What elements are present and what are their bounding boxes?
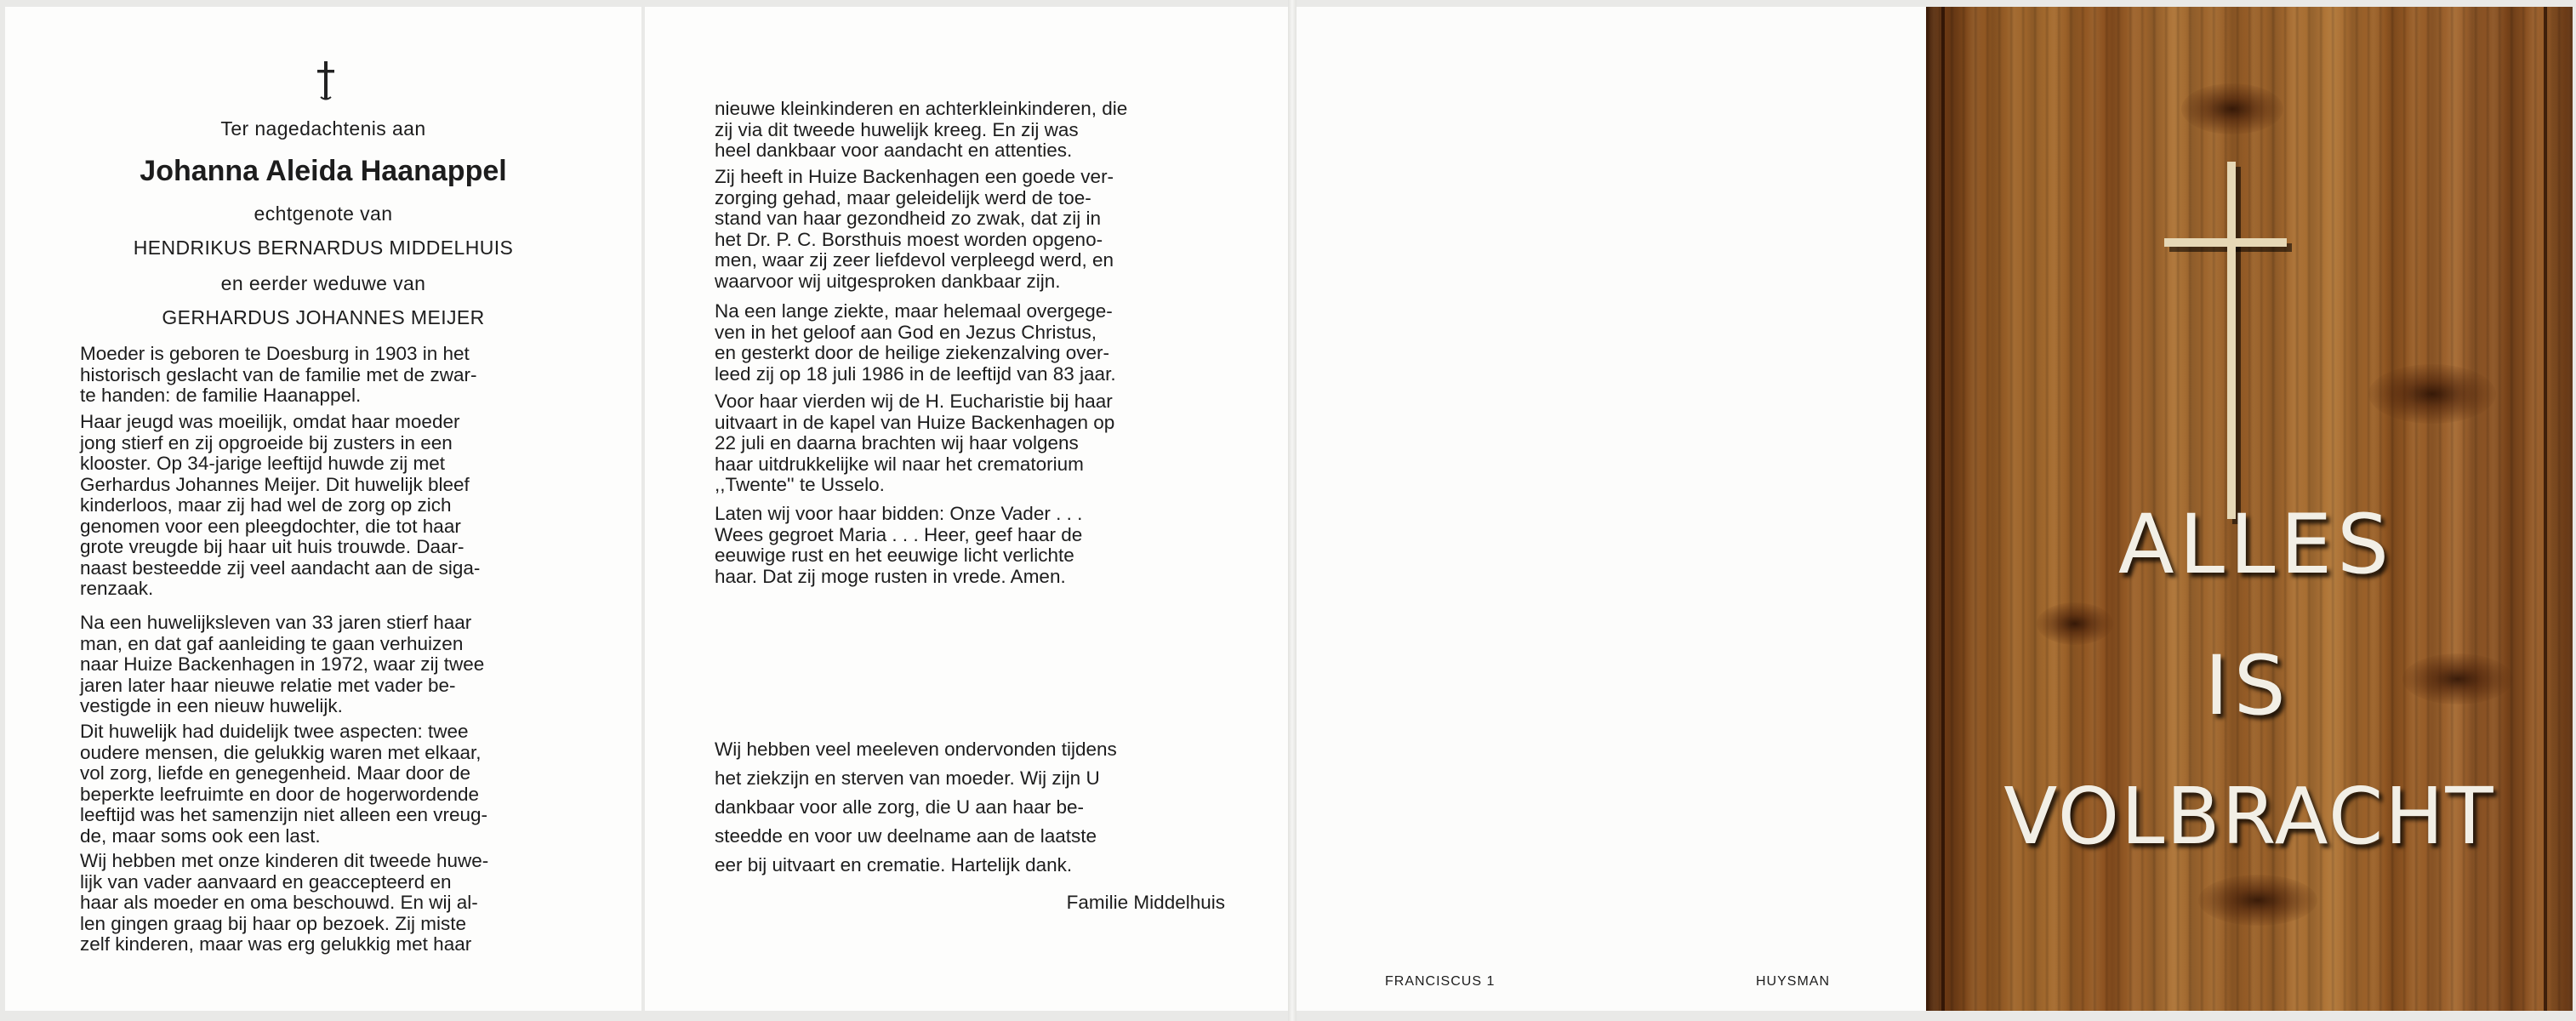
text-line: steedde en voor uw deelname aan de laatste <box>715 825 1097 847</box>
text-line: Laten wij voor haar bidden: Onze Vader . . . <box>715 503 1083 524</box>
text-line: het Dr. P. C. Borsthuis moest worden opgeno- <box>715 228 1103 250</box>
spouse-name: HENDRIKUS BERNARDUS MIDDELHUIS <box>133 237 514 259</box>
text-line: Zij heeft in Huize Backenhagen een goede ver- <box>715 166 1114 187</box>
text-line: Na een lange ziekte, maar helemaal overgege- <box>715 300 1113 322</box>
text-line: grote vreugde bij haar uit huis trouwde. Daar- <box>80 536 464 557</box>
text-line: zorging gehad, maar geleidelijk werd de toe- <box>715 186 1091 208</box>
intro-text: Ter nagedachtenis aan <box>220 117 426 140</box>
first-husband-name: GERHARDUS JOHANNES MEIJER <box>162 306 485 328</box>
paragraph-youth <box>80 412 585 600</box>
footer-series: FRANCISCUS 1 <box>1385 974 1496 989</box>
text-line: oudere mensen, die gelukkig waren met elkaar, <box>80 741 482 763</box>
paragraph-care <box>715 167 1225 292</box>
text-line: man, en dat gaf aanleiding te gaan verhuizen <box>80 632 464 654</box>
text-line: haar uitdrukkelijke wil naar het crematorium <box>715 453 1084 475</box>
wood-photo <box>1926 7 2573 1011</box>
text-line: 22 juli en daarna brachten wij haar volgens <box>715 432 1079 453</box>
text-line: leed zij op 18 juli 1986 in de leeftijd van 83 jaar. <box>715 362 1116 385</box>
text-line: stand van haar gezondheid zo zwak, dat zij in <box>715 208 1102 229</box>
text-line: het ziekzijn en sterven van moeder. Wij zijn U <box>715 767 1100 789</box>
text-line: renzaak. <box>80 578 154 599</box>
text-line: Wij hebben veel meeleven ondervonden tijdens <box>715 739 1117 760</box>
text-line: Voor haar vierden wij de H. Eucharistie bij haar <box>715 391 1113 412</box>
text-line: Wees gegroet Maria . . . Heer, geef haar de <box>715 523 1083 545</box>
text-line: waarvoor wij uitgesproken dankbaar zijn. <box>715 270 1061 292</box>
text-line: eeuwige rust en het eeuwige licht verlichte <box>715 545 1074 566</box>
text-line: zelf kinderen, maar was erg gelukkig met haar <box>80 933 472 955</box>
text-line: dankbaar voor alle zorg, die U aan haar be- <box>715 796 1085 818</box>
text-line: vestigde in een nieuw huwelijk. <box>80 695 343 716</box>
deceased-name: Johanna Aleida Haanappel <box>140 155 507 187</box>
text-line: kinderloos, maar zij had wel de zorg op zich <box>80 494 452 516</box>
cross-icon <box>315 60 337 102</box>
thank-you-note <box>715 735 1225 880</box>
paragraph-passing <box>715 301 1225 385</box>
text-line: naast besteedde zij veel aandacht aan de siga- <box>80 556 481 579</box>
text-line: men, waar zij zeer liefdevol verpleegd werd, en <box>715 249 1114 271</box>
text-line: klooster. Op 34-jarige leeftijd huwde zij met <box>80 453 445 474</box>
text-line: Gerhardus Johannes Meijer. Dit huwelijk bleef <box>80 473 470 495</box>
signature: Familie Middelhuis <box>1066 892 1225 913</box>
wood-text-volbracht: VOLBRACHT <box>2003 771 2495 862</box>
paragraph-funeral <box>715 391 1225 496</box>
text-line: eer bij uitvaart en crematie. Hartelijk dank. <box>715 854 1073 876</box>
text-line: lijk van vader aanvaard en geaccepteerd en <box>80 870 452 893</box>
wood-knot <box>2198 875 2317 926</box>
paragraph-grandchildren <box>715 99 1225 162</box>
text-line: uitvaart in de kapel van Huize Backenhagen op <box>715 411 1115 433</box>
text-line: zij via dit tweede huwelijk kreeg. En zij was <box>715 118 1079 140</box>
text-line: en gesterkt door de heilige ziekenzalving over- <box>715 342 1110 363</box>
footer-printer: HUYSMAN <box>1756 974 1831 989</box>
text-line: heel dankbaar voor aandacht en attenties. <box>715 140 1073 161</box>
widow-label: en eerder weduwe van <box>220 272 426 294</box>
left-panel <box>5 7 641 1011</box>
text-line: haar. Dat zij moge rusten in vrede. Amen. <box>715 565 1066 587</box>
text-line: Moeder is geboren te Doesburg in 1903 in het <box>80 343 470 364</box>
spouse-label: echtgenote van <box>254 202 393 225</box>
text-line: ,,Twente'' te Usselo. <box>715 474 885 495</box>
wood-knot <box>2368 364 2496 424</box>
text-line: Dit huwelijk had duidelijk twee aspecten: twee <box>80 721 469 742</box>
wood-knot <box>2181 83 2283 134</box>
cross-icon <box>2161 162 2297 528</box>
text-line: vol zorg, liefde en genegenheid. Maar door de <box>80 762 471 784</box>
right-panel <box>1297 7 2573 1011</box>
text-line: Haar jeugd was moeilijk, omdat haar moeder <box>80 411 460 432</box>
wood-text-is: IS <box>2204 638 2291 733</box>
wood-text-alles: ALLES <box>2117 497 2395 592</box>
text-line: beperkte leefruimte en door de hogerwordende <box>80 783 480 805</box>
text-line: jong stierf en zij opgroeide bij zusters in een <box>80 431 453 453</box>
text-line: nieuwe kleinkinderen en achterkleinkinderen, die <box>715 98 1128 119</box>
text-line: Wij hebben met onze kinderen dit tweede huwe- <box>80 850 489 871</box>
paragraph-prayer <box>715 504 1225 587</box>
text-line: ven in het geloof aan God en Jezus Christus, <box>715 321 1097 343</box>
paragraph-second-marriage <box>80 722 585 847</box>
text-line: jaren later haar nieuwe relatie met vader be- <box>80 674 456 696</box>
paragraph-birth <box>80 344 585 407</box>
text-line: de, maar soms ook een last. <box>80 824 321 847</box>
text-line: historisch geslacht van de familie met de zwar- <box>80 363 477 385</box>
text-line: len gingen graag bij haar op bezoek. Zij miste <box>80 912 467 934</box>
card-fold <box>1288 0 1297 1021</box>
text-line: genomen voor een pleegdochter, die tot haar <box>80 515 461 537</box>
middle-panel <box>645 7 1288 1011</box>
paragraph-widowed <box>80 613 585 717</box>
text-line: Na een huwelijksleven van 33 jaren stierf haar <box>80 612 472 633</box>
text-line: te handen: de familie Haanappel. <box>80 385 362 406</box>
text-line: naar Huize Backenhagen in 1972, waar zij twee <box>80 653 485 675</box>
text-line: leeftijd was het samenzijn niet alleen een vreug- <box>80 804 488 825</box>
text-line: haar als moeder en oma beschouwd. En wij al- <box>80 892 478 913</box>
paragraph-family <box>80 851 585 955</box>
